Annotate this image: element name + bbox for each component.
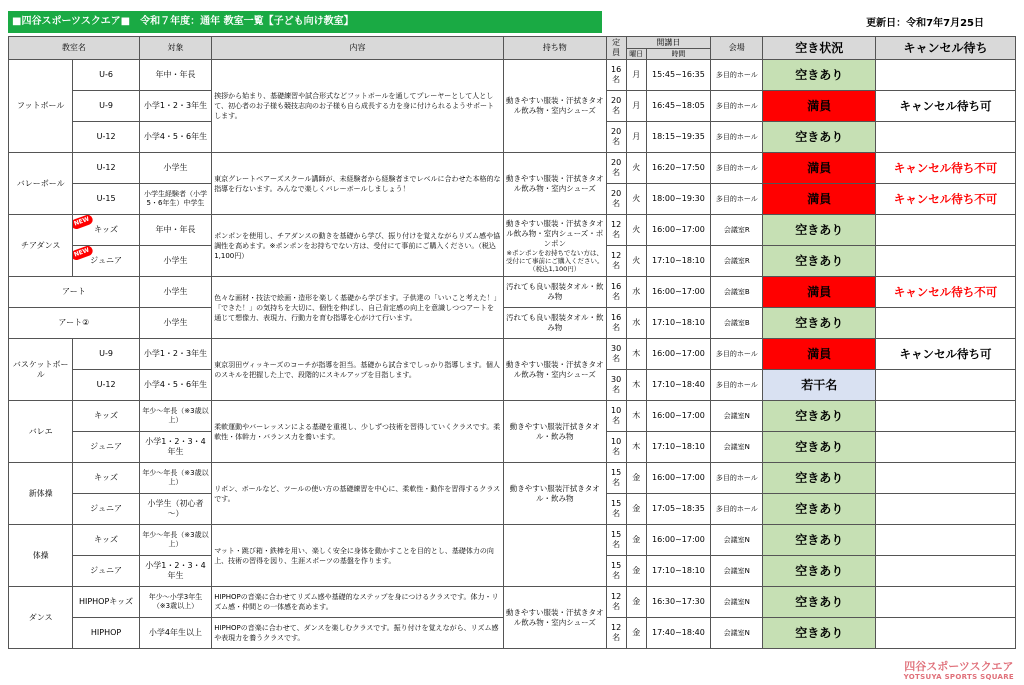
- new-badge: NEW: [73, 246, 94, 262]
- table-row: [9, 401, 1016, 432]
- capacity: 12名: [606, 215, 626, 246]
- waitlist-status: [876, 525, 1016, 556]
- header-classroom: 教室名: [9, 37, 140, 60]
- venue: 会議室N: [711, 556, 763, 587]
- class-target: 小学生（初心者～）: [139, 494, 211, 525]
- venue: 多目的ホール: [711, 153, 763, 184]
- capacity: 30名: [606, 370, 626, 401]
- waitlist-status: キャンセル待ち不可: [876, 184, 1016, 215]
- class-sub: U-15: [73, 184, 139, 215]
- venue: 会議室N: [711, 432, 763, 463]
- venue: 会議室R: [711, 246, 763, 277]
- table-row: [9, 339, 1016, 370]
- class-items: 動きやすい服装・汗拭きタオル飲み物・室内シューズ: [503, 60, 606, 153]
- class-items: 動きやすい服装汗拭きタオル・飲み物: [503, 463, 606, 525]
- capacity: 20名: [606, 122, 626, 153]
- class-content: 色々な画材・技法で絵画・造形を楽しく基礎から学びます。子供達の「いいこと考えた！」「できた！」の気持ちを大切に、個性を伸ばし、自己肯定感の向上を意識しつつアートを通じて想像力、表現力、行動力を育む指導を心がけて行います。: [212, 277, 504, 339]
- class-target: 小学4年生以上: [139, 618, 211, 649]
- waitlist-status: [876, 60, 1016, 91]
- venue: 会議室N: [711, 525, 763, 556]
- time: 17:05~18:35: [646, 494, 710, 525]
- waitlist-status: [876, 122, 1016, 153]
- class-target: 小学生: [139, 153, 211, 184]
- table-row: [9, 153, 1016, 184]
- class-sub: ジュニア: [73, 494, 139, 525]
- header-schedule: 開講日: [626, 37, 710, 49]
- time: 16:00~17:00: [646, 401, 710, 432]
- time: 17:10~18:10: [646, 308, 710, 339]
- time: 16:20~17:50: [646, 153, 710, 184]
- day: 月: [626, 60, 646, 91]
- class-target: 年少～年長（※3歳以上）: [139, 525, 211, 556]
- waitlist-status: [876, 308, 1016, 339]
- venue: 多目的ホール: [711, 339, 763, 370]
- status-badge: 空きあり: [763, 401, 876, 432]
- status-badge: 空きあり: [763, 587, 876, 618]
- class-sub: U-9: [73, 339, 139, 370]
- time: 18:00~19:30: [646, 184, 710, 215]
- class-sub-label: キッズ: [94, 225, 118, 234]
- capacity: 12名: [606, 587, 626, 618]
- waitlist-status: [876, 370, 1016, 401]
- venue: 会議室B: [711, 308, 763, 339]
- class-target: 小学1・2・3・4年生: [139, 556, 211, 587]
- class-sub: HIPHOPキッズ: [73, 587, 139, 618]
- waitlist-status: [876, 494, 1016, 525]
- header-day: 曜日: [626, 49, 646, 60]
- waitlist-status: [876, 215, 1016, 246]
- time: 16:00~17:00: [646, 215, 710, 246]
- class-sub: HIPHOP: [73, 618, 139, 649]
- class-items: 動きやすい服装汗拭きタオル・飲み物: [503, 401, 606, 463]
- capacity: 16名: [606, 60, 626, 91]
- capacity: 12名: [606, 618, 626, 649]
- status-badge: 空きあり: [763, 215, 876, 246]
- classroom-name: バレエ: [9, 401, 73, 463]
- header-waitlist: キャンセル待ち: [876, 37, 1016, 60]
- header-venue: 会場: [711, 37, 763, 60]
- status-badge: 満員: [763, 339, 876, 370]
- venue: 会議室N: [711, 587, 763, 618]
- status-badge: 空きあり: [763, 556, 876, 587]
- day: 金: [626, 525, 646, 556]
- class-content: ポンポンを使用し、チアダンスの動きを基礎から学び、振り付けを覚えながらリズム感や協調性を高めます。※ポンポンをお持ちでない方は、受付にて事前にご購入ください。（税込1,100円）: [212, 215, 504, 277]
- class-sub: ジュニア: [73, 432, 139, 463]
- class-items: 動きやすい服装・汗拭きタオル飲み物・室内シューズ: [503, 153, 606, 215]
- day: 水: [626, 277, 646, 308]
- class-target: 小学1・2・3年生: [139, 339, 211, 370]
- class-target: 年中・年長: [139, 215, 211, 246]
- status-badge: 空きあり: [763, 618, 876, 649]
- class-sub: U-9: [73, 91, 139, 122]
- time: 17:10~18:40: [646, 370, 710, 401]
- header-time: 時間: [646, 49, 710, 60]
- day: 火: [626, 215, 646, 246]
- table-row: [9, 308, 1016, 339]
- new-badge: NEW: [73, 215, 94, 231]
- waitlist-status: キャンセル待ち可: [876, 91, 1016, 122]
- class-target: 小学生: [139, 308, 211, 339]
- class-sub: U-12: [73, 122, 139, 153]
- venue: 会議室B: [711, 277, 763, 308]
- class-target: 小学生経験者（小学5・6年生）中学生: [139, 184, 211, 215]
- class-content: 東京羽田ヴィッキーズのコーチが指導を担当。基礎から試合までしっかり指導します。個人のスキルを把握した上で、段階的にスキルアップを目指します。: [212, 339, 504, 401]
- class-content: HIPHOPの音楽に合わせて、ダンスを楽しむクラスです。振り付けを覚えながら、リズム感や表現力を養うクラスです。: [212, 618, 504, 649]
- status-badge: 空きあり: [763, 525, 876, 556]
- waitlist-status: [876, 432, 1016, 463]
- header-target: 対象: [139, 37, 211, 60]
- header-capacity: 定員: [606, 37, 626, 60]
- logo-japanese: 四谷スポーツスクエア: [904, 660, 1014, 673]
- class-sub: [73, 215, 139, 246]
- classroom-table: [8, 36, 1016, 649]
- waitlist-status: [876, 246, 1016, 277]
- class-items-text: 動きやすい服装・汗拭きタオル飲み物・室内シューズ・ポンポン: [505, 218, 604, 248]
- day: 金: [626, 494, 646, 525]
- venue: 多目的ホール: [711, 370, 763, 401]
- classroom-name: ダンス: [9, 587, 73, 649]
- venue: 多目的ホール: [711, 122, 763, 153]
- class-items: 動きやすい服装・汗拭きタオル飲み物・室内シューズ: [503, 587, 606, 649]
- time: 16:00~17:00: [646, 339, 710, 370]
- waitlist-status: キャンセル待ち不可: [876, 153, 1016, 184]
- class-target: 小学生: [139, 246, 211, 277]
- table-row: [9, 60, 1016, 91]
- waitlist-status: キャンセル待ち可: [876, 339, 1016, 370]
- classroom-name: アート: [9, 277, 140, 308]
- day: 木: [626, 339, 646, 370]
- class-target: 小学4・5・6年生: [139, 370, 211, 401]
- brand-logo: [904, 661, 1014, 681]
- class-sub: U-12: [73, 370, 139, 401]
- day: 金: [626, 556, 646, 587]
- class-content: 東京グレートベアーズスクール講師が、未経験者から経験者までレベルに合わせた本格的な指導を行ないます。みんなで楽しくバレーボールしましょう！: [212, 153, 504, 215]
- header-status: 空き状況: [763, 37, 876, 60]
- status-badge: 空きあり: [763, 308, 876, 339]
- day: 水: [626, 308, 646, 339]
- status-badge: 満員: [763, 277, 876, 308]
- class-items: [503, 215, 606, 277]
- class-sub: [73, 246, 139, 277]
- class-target: 年少～小学3年生（※3歳以上）: [139, 587, 211, 618]
- day: 火: [626, 246, 646, 277]
- waitlist-status: [876, 587, 1016, 618]
- day: 月: [626, 122, 646, 153]
- capacity: 20名: [606, 153, 626, 184]
- day: 火: [626, 153, 646, 184]
- time: 16:00~17:00: [646, 463, 710, 494]
- day: 金: [626, 587, 646, 618]
- waitlist-status: [876, 618, 1016, 649]
- day: 木: [626, 401, 646, 432]
- table-row: [9, 587, 1016, 618]
- waitlist-status: キャンセル待ち不可: [876, 277, 1016, 308]
- status-badge: 空きあり: [763, 60, 876, 91]
- class-target: 年少～年長（※3歳以上）: [139, 401, 211, 432]
- classroom-name: フットボール: [9, 60, 73, 153]
- class-sub: キッズ: [73, 401, 139, 432]
- classroom-name: 新体操: [9, 463, 73, 525]
- waitlist-status: [876, 463, 1016, 494]
- capacity: 20名: [606, 184, 626, 215]
- capacity: 10名: [606, 401, 626, 432]
- class-content: マット・跳び箱・鉄棒を用い、楽しく安全に身体を動かすことを目的とし、基礎体力の向上、技術の習得を図り、生涯スポーツの基盤を作ります。: [212, 525, 504, 587]
- capacity: 10名: [606, 432, 626, 463]
- capacity: 15名: [606, 525, 626, 556]
- class-items: 汚れても良い服装タオル・飲み物: [503, 308, 606, 339]
- venue: 多目的ホール: [711, 60, 763, 91]
- status-badge: 満員: [763, 184, 876, 215]
- status-badge: 満員: [763, 91, 876, 122]
- time: 17:10~18:10: [646, 246, 710, 277]
- status-badge: 空きあり: [763, 463, 876, 494]
- venue: 多目的ホール: [711, 463, 763, 494]
- class-content: HIPHOPの音楽に合わせてリズム感や基礎的なステップを身につけるクラスです。体力・リズム感・仲間との一体感を高めます。: [212, 587, 504, 618]
- class-items: [503, 525, 606, 587]
- class-target: 年中・年長: [139, 60, 211, 91]
- class-items: 汚れても良い服装タオル・飲み物: [503, 277, 606, 308]
- table-row: [9, 463, 1016, 494]
- class-target: 小学1・2・3・4年生: [139, 432, 211, 463]
- venue: 会議室R: [711, 215, 763, 246]
- class-items: 動きやすい服装・汗拭きタオル飲み物・室内シューズ: [503, 339, 606, 401]
- time: 17:10~18:10: [646, 432, 710, 463]
- capacity: 16名: [606, 277, 626, 308]
- class-sub: ジュニア: [73, 556, 139, 587]
- class-content: リボン、ボールなど、ツールの使い方の基礎練習を中心に、柔軟性・動作を習得するクラスです。: [212, 463, 504, 525]
- class-sub: U-6: [73, 60, 139, 91]
- time: 16:30~17:30: [646, 587, 710, 618]
- status-badge: 空きあり: [763, 246, 876, 277]
- logo-english: YOTSUYA SPORTS SQUARE: [903, 673, 1014, 681]
- class-target: 年少～年長（※3歳以上）: [139, 463, 211, 494]
- class-content: 挨拶から始まり、基礎練習や試合形式などフットボールを通してプレーヤーとして人として、初心者のお子様も競技志向のお子様も自ら成長する力を身に付けられるようサポートします。: [212, 60, 504, 153]
- venue: 多目的ホール: [711, 91, 763, 122]
- classroom-name: アート②: [9, 308, 140, 339]
- waitlist-status: [876, 401, 1016, 432]
- classroom-name: バスケットボール: [9, 339, 73, 401]
- classroom-name: バレーボール: [9, 153, 73, 215]
- class-sub: キッズ: [73, 463, 139, 494]
- classroom-name: 体操: [9, 525, 73, 587]
- time: 18:15~19:35: [646, 122, 710, 153]
- venue: 多目的ホール: [711, 184, 763, 215]
- day: 木: [626, 432, 646, 463]
- venue: 会議室N: [711, 618, 763, 649]
- capacity: 30名: [606, 339, 626, 370]
- table-row: [9, 277, 1016, 308]
- class-sub: U-12: [73, 153, 139, 184]
- capacity: 16名: [606, 308, 626, 339]
- class-target: 小学1・2・3年生: [139, 91, 211, 122]
- time: 17:40~18:40: [646, 618, 710, 649]
- status-badge: 空きあり: [763, 432, 876, 463]
- time: 16:00~17:00: [646, 277, 710, 308]
- table-row: [9, 525, 1016, 556]
- waitlist-status: [876, 556, 1016, 587]
- time: 17:10~18:10: [646, 556, 710, 587]
- header-content: 内容: [212, 37, 504, 60]
- time: 16:00~17:00: [646, 525, 710, 556]
- capacity: 15名: [606, 463, 626, 494]
- class-target: 小学生: [139, 277, 211, 308]
- status-badge: 満員: [763, 153, 876, 184]
- capacity: 15名: [606, 556, 626, 587]
- class-content: 柔軟運動やバーレッスンによる基礎を重視し、少しずつ技術を習得していくクラスです。柔軟性・体幹力・バランス力を養います。: [212, 401, 504, 463]
- capacity: 12名: [606, 246, 626, 277]
- time: 16:45~18:05: [646, 91, 710, 122]
- updated-date: 更新日：令和7年7月25日: [866, 18, 984, 29]
- classroom-name: チアダンス: [9, 215, 73, 277]
- status-badge: 若干名: [763, 370, 876, 401]
- capacity: 15名: [606, 494, 626, 525]
- venue: 会議室N: [711, 401, 763, 432]
- capacity: 20名: [606, 91, 626, 122]
- day: 木: [626, 370, 646, 401]
- status-badge: 空きあり: [763, 122, 876, 153]
- day: 火: [626, 184, 646, 215]
- header-items: 持ち物: [503, 37, 606, 60]
- class-sub-label: ジュニア: [90, 256, 122, 265]
- class-items-note: ※ポンポンをお持ちでない方は、受付にて事前にご購入ください。（税込1,100円）: [505, 248, 604, 273]
- status-badge: 空きあり: [763, 494, 876, 525]
- page-title: ■四谷スポーツスクエア■ 令和７年度：通年 教室一覧【子ども向け教室】: [8, 11, 602, 33]
- class-sub: キッズ: [73, 525, 139, 556]
- venue: 多目的ホール: [711, 494, 763, 525]
- table-row: [9, 215, 1016, 246]
- day: 金: [626, 618, 646, 649]
- day: 金: [626, 463, 646, 494]
- time: 15:45~16:35: [646, 60, 710, 91]
- class-target: 小学4・5・6年生: [139, 122, 211, 153]
- day: 月: [626, 91, 646, 122]
